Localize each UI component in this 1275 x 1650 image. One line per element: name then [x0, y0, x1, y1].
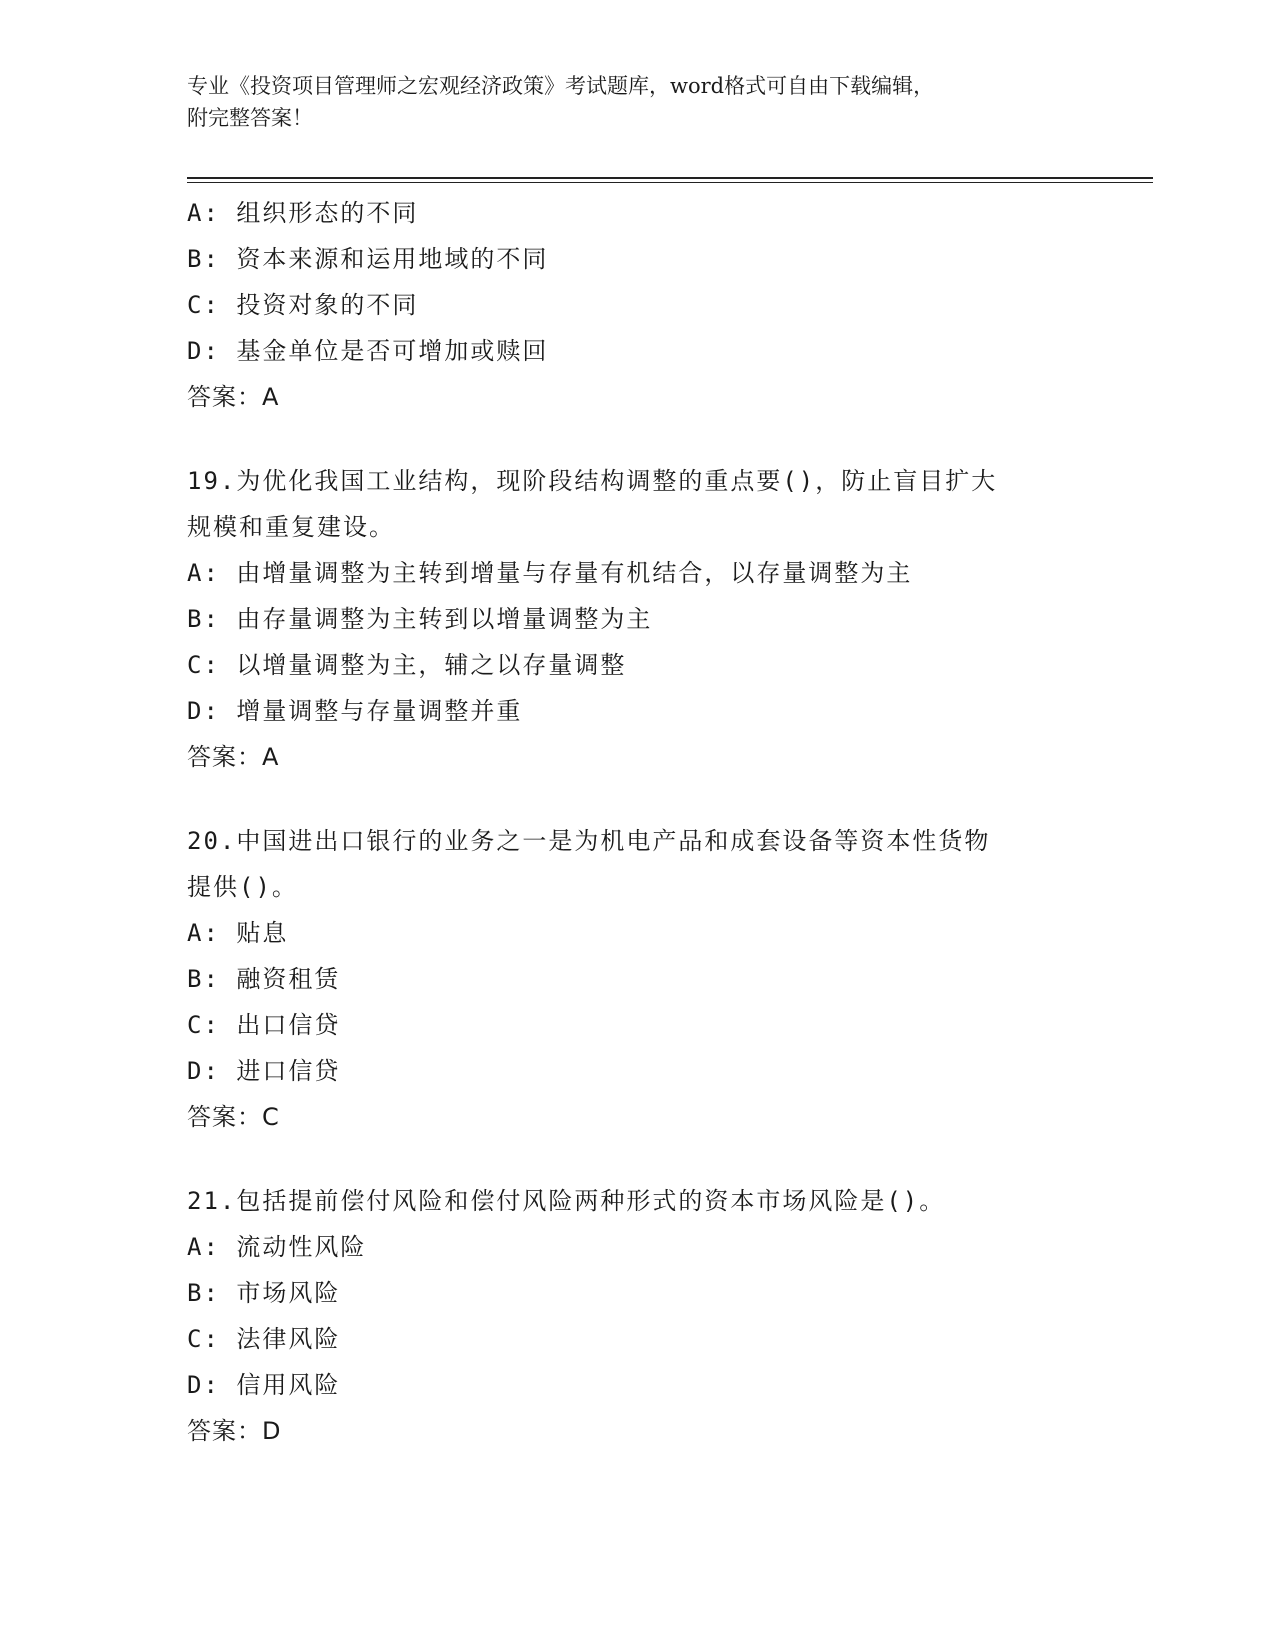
- option-c: C: 投资对象的不同: [187, 291, 419, 319]
- header-line-2: 附完整答案！: [187, 106, 313, 130]
- question-list: [187, 190, 1087, 1454]
- option-d: D: 进口信贷: [187, 1057, 341, 1085]
- answer-line: 答案：D: [187, 1417, 282, 1445]
- option-c: C: 法律风险: [187, 1325, 341, 1353]
- option-b: B: 资本来源和运用地域的不同: [187, 245, 549, 273]
- question-21: [187, 1178, 1087, 1454]
- header-divider-thin: [187, 182, 1153, 183]
- option-d: D: 信用风险: [187, 1371, 341, 1399]
- question-19: [187, 458, 1087, 780]
- question-stem: 21.包括提前偿付风险和偿付风险两种形式的资本市场风险是()。: [187, 1187, 946, 1215]
- answer-line: 答案：A: [187, 383, 280, 411]
- option-a: A: 贴息: [187, 919, 289, 947]
- option-a: A: 流动性风险: [187, 1233, 367, 1261]
- answer-line: 答案：A: [187, 743, 280, 771]
- option-b: B: 融资租赁: [187, 965, 341, 993]
- document-header: [187, 70, 1067, 134]
- question-18-continued: [187, 190, 1087, 420]
- option-c: C: 以增量调整为主，辅之以存量调整: [187, 651, 627, 679]
- question-20: [187, 818, 1087, 1140]
- option-a: A: 组织形态的不同: [187, 199, 419, 227]
- option-c: C: 出口信贷: [187, 1011, 341, 1039]
- answer-line: 答案：C: [187, 1103, 280, 1131]
- header-divider-thick: [187, 177, 1153, 179]
- header-line-1: 专业《投资项目管理师之宏观经济政策》考试题库，word格式可自由下载编辑，: [187, 74, 935, 98]
- option-b: B: 市场风险: [187, 1279, 341, 1307]
- option-d: D: 基金单位是否可增加或赎回: [187, 337, 549, 365]
- option-b: B: 由存量调整为主转到以增量调整为主: [187, 605, 653, 633]
- question-stem: 20.中国进出口银行的业务之一是为机电产品和成套设备等资本性货物 提供()。: [187, 827, 991, 901]
- option-d: D: 增量调整与存量调整并重: [187, 697, 523, 725]
- question-stem: 19.为优化我国工业结构，现阶段结构调整的重点要()，防止盲目扩大 规模和重复建设。: [187, 467, 998, 541]
- option-a: A: 由增量调整为主转到增量与存量有机结合，以存量调整为主: [187, 559, 913, 587]
